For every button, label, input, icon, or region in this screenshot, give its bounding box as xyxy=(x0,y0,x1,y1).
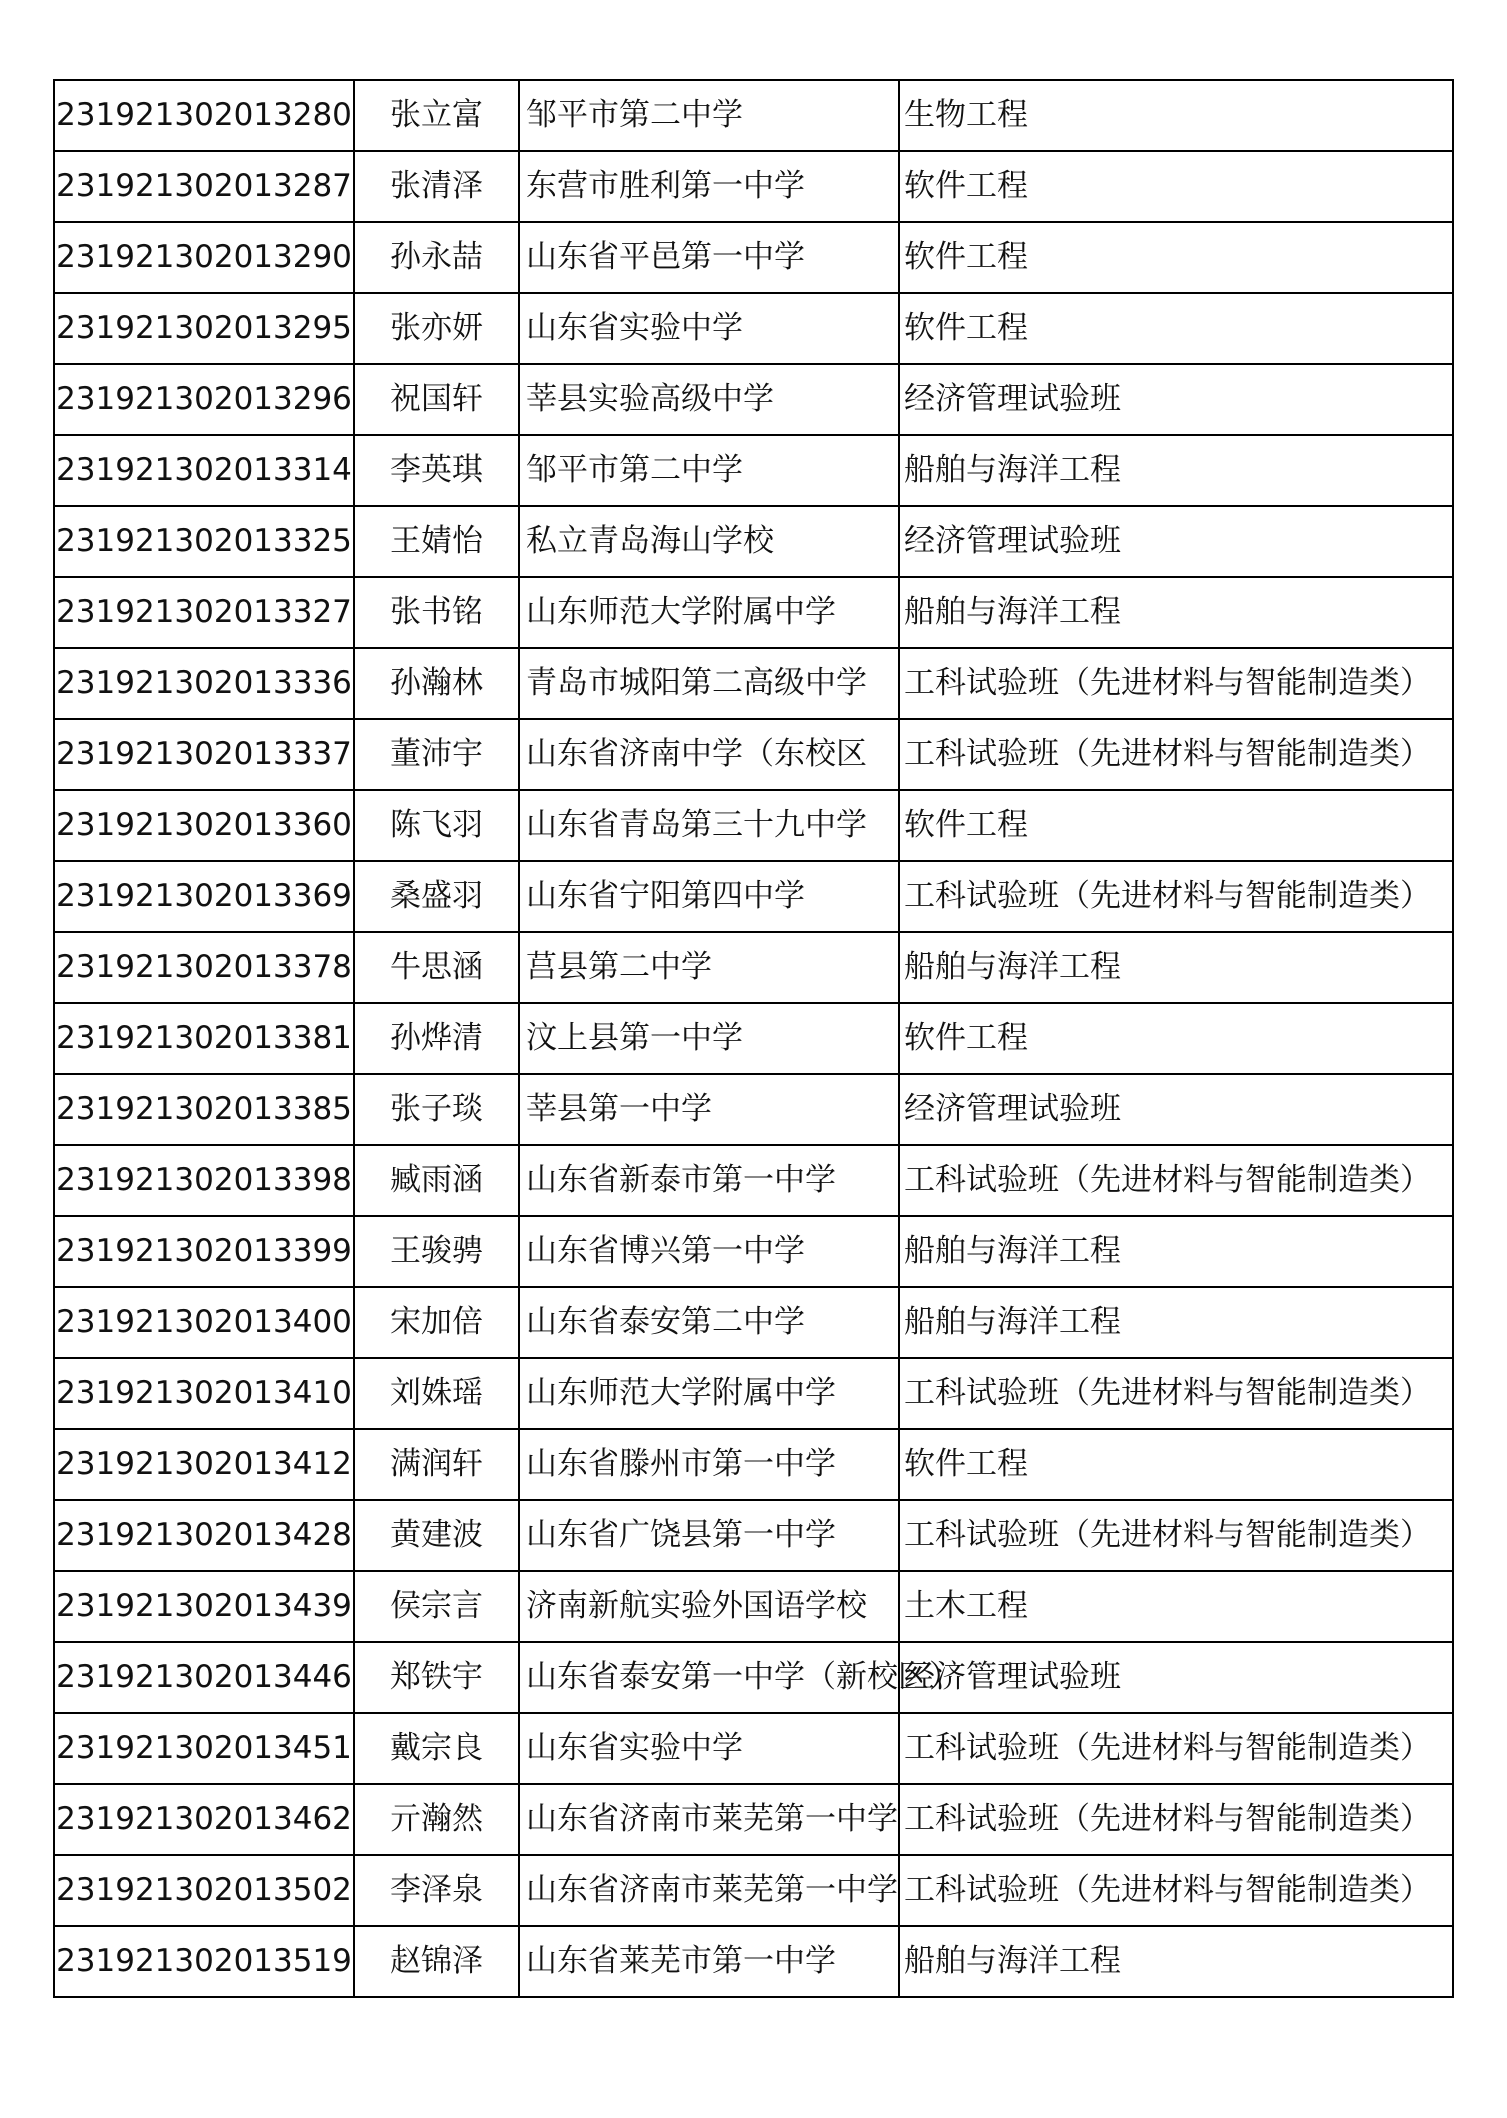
major-cell: 船舶与海洋工程 xyxy=(899,932,1453,1003)
table-row xyxy=(54,1642,1453,1713)
student-name-cell: 李泽泉 xyxy=(354,1855,519,1926)
student-name-cell: 亓瀚然 xyxy=(354,1784,519,1855)
table-row xyxy=(54,790,1453,861)
table-row xyxy=(54,577,1453,648)
student-name-cell: 王婧怡 xyxy=(354,506,519,577)
student-name-cell: 赵锦泽 xyxy=(354,1926,519,1997)
student-id-cell: 231921302013400 xyxy=(54,1287,354,1358)
major-cell: 软件工程 xyxy=(899,1429,1453,1500)
major-cell: 工科试验班（先进材料与智能制造类） xyxy=(899,1500,1453,1571)
student-id-cell: 231921302013314 xyxy=(54,435,354,506)
major-cell: 软件工程 xyxy=(899,790,1453,861)
major-cell: 船舶与海洋工程 xyxy=(899,1287,1453,1358)
table-row xyxy=(54,1074,1453,1145)
school-cell: 青岛市城阳第二高级中学 xyxy=(519,648,899,719)
major-cell: 工科试验班（先进材料与智能制造类） xyxy=(899,1358,1453,1429)
student-id-cell: 231921302013398 xyxy=(54,1145,354,1216)
student-id-cell: 231921302013295 xyxy=(54,293,354,364)
major-cell: 软件工程 xyxy=(899,1003,1453,1074)
table-row xyxy=(54,222,1453,293)
major-cell: 船舶与海洋工程 xyxy=(899,1926,1453,1997)
school-cell: 邹平市第二中学 xyxy=(519,80,899,151)
student-name-cell: 孙烨清 xyxy=(354,1003,519,1074)
student-id-cell: 231921302013451 xyxy=(54,1713,354,1784)
student-id-cell: 231921302013439 xyxy=(54,1571,354,1642)
school-cell: 山东省博兴第一中学 xyxy=(519,1216,899,1287)
school-cell: 山东省莱芜市第一中学 xyxy=(519,1926,899,1997)
school-cell: 莘县第一中学 xyxy=(519,1074,899,1145)
student-id-cell: 231921302013381 xyxy=(54,1003,354,1074)
school-cell: 山东省济南市莱芜第一中学 xyxy=(519,1784,899,1855)
school-cell: 山东省滕州市第一中学 xyxy=(519,1429,899,1500)
table-row xyxy=(54,151,1453,222)
student-id-cell: 231921302013385 xyxy=(54,1074,354,1145)
student-id-cell: 231921302013336 xyxy=(54,648,354,719)
student-id-cell: 231921302013378 xyxy=(54,932,354,1003)
student-name-cell: 刘姝瑶 xyxy=(354,1358,519,1429)
student-id-cell: 231921302013462 xyxy=(54,1784,354,1855)
table-row xyxy=(54,293,1453,364)
student-name-cell: 张书铭 xyxy=(354,577,519,648)
table-row xyxy=(54,1500,1453,1571)
school-cell: 山东省实验中学 xyxy=(519,1713,899,1784)
student-id-cell: 231921302013296 xyxy=(54,364,354,435)
table-row xyxy=(54,80,1453,151)
major-cell: 软件工程 xyxy=(899,293,1453,364)
student-id-cell: 231921302013428 xyxy=(54,1500,354,1571)
school-cell: 济南新航实验外国语学校 xyxy=(519,1571,899,1642)
table-row xyxy=(54,1713,1453,1784)
table-row xyxy=(54,1571,1453,1642)
student-name-cell: 孙永喆 xyxy=(354,222,519,293)
school-cell: 山东省宁阳第四中学 xyxy=(519,861,899,932)
table-row xyxy=(54,1784,1453,1855)
student-id-cell: 231921302013360 xyxy=(54,790,354,861)
major-cell: 经济管理试验班 xyxy=(899,364,1453,435)
table-row xyxy=(54,932,1453,1003)
major-cell: 船舶与海洋工程 xyxy=(899,435,1453,506)
school-cell: 山东省新泰市第一中学 xyxy=(519,1145,899,1216)
student-name-cell: 李英琪 xyxy=(354,435,519,506)
student-id-cell: 231921302013280 xyxy=(54,80,354,151)
table-row xyxy=(54,435,1453,506)
student-name-cell: 王骏骋 xyxy=(354,1216,519,1287)
student-name-cell: 臧雨涵 xyxy=(354,1145,519,1216)
student-name-cell: 张子琰 xyxy=(354,1074,519,1145)
table-row xyxy=(54,648,1453,719)
table-row xyxy=(54,1145,1453,1216)
school-cell: 邹平市第二中学 xyxy=(519,435,899,506)
student-name-cell: 宋加倍 xyxy=(354,1287,519,1358)
table-row xyxy=(54,1855,1453,1926)
student-name-cell: 孙瀚林 xyxy=(354,648,519,719)
table-row xyxy=(54,861,1453,932)
school-cell: 山东省泰安第一中学（新校区） xyxy=(519,1642,899,1713)
student-id-cell: 231921302013502 xyxy=(54,1855,354,1926)
student-name-cell: 黄建波 xyxy=(354,1500,519,1571)
student-name-cell: 郑铁宇 xyxy=(354,1642,519,1713)
table-row xyxy=(54,364,1453,435)
major-cell: 软件工程 xyxy=(899,222,1453,293)
student-id-cell: 231921302013337 xyxy=(54,719,354,790)
school-cell: 山东省济南市莱芜第一中学 xyxy=(519,1855,899,1926)
student-name-cell: 张清泽 xyxy=(354,151,519,222)
student-id-cell: 231921302013325 xyxy=(54,506,354,577)
major-cell: 工科试验班（先进材料与智能制造类） xyxy=(899,1855,1453,1926)
major-cell: 船舶与海洋工程 xyxy=(899,1216,1453,1287)
student-id-cell: 231921302013287 xyxy=(54,151,354,222)
major-cell: 工科试验班（先进材料与智能制造类） xyxy=(899,1713,1453,1784)
major-cell: 软件工程 xyxy=(899,151,1453,222)
school-cell: 东营市胜利第一中学 xyxy=(519,151,899,222)
school-cell: 山东省平邑第一中学 xyxy=(519,222,899,293)
student-name-cell: 祝国轩 xyxy=(354,364,519,435)
table-row xyxy=(54,1287,1453,1358)
table-row xyxy=(54,506,1453,577)
student-id-cell: 231921302013399 xyxy=(54,1216,354,1287)
major-cell: 工科试验班（先进材料与智能制造类） xyxy=(899,1145,1453,1216)
school-cell: 山东省青岛第三十九中学 xyxy=(519,790,899,861)
school-cell: 汶上县第一中学 xyxy=(519,1003,899,1074)
table-row xyxy=(54,1358,1453,1429)
major-cell: 经济管理试验班 xyxy=(899,506,1453,577)
school-cell: 山东省广饶县第一中学 xyxy=(519,1500,899,1571)
student-id-cell: 231921302013290 xyxy=(54,222,354,293)
student-name-cell: 桑盛羽 xyxy=(354,861,519,932)
student-id-cell: 231921302013412 xyxy=(54,1429,354,1500)
major-cell: 船舶与海洋工程 xyxy=(899,577,1453,648)
student-name-cell: 董沛宇 xyxy=(354,719,519,790)
student-id-cell: 231921302013410 xyxy=(54,1358,354,1429)
major-cell: 工科试验班（先进材料与智能制造类） xyxy=(899,861,1453,932)
student-name-cell: 戴宗良 xyxy=(354,1713,519,1784)
student-name-cell: 满润轩 xyxy=(354,1429,519,1500)
school-cell: 山东省济南中学（东校区 xyxy=(519,719,899,790)
school-cell: 莘县实验高级中学 xyxy=(519,364,899,435)
school-cell: 山东师范大学附属中学 xyxy=(519,1358,899,1429)
major-cell: 工科试验班（先进材料与智能制造类） xyxy=(899,1784,1453,1855)
table-row xyxy=(54,719,1453,790)
student-name-cell: 张立富 xyxy=(354,80,519,151)
table-row xyxy=(54,1429,1453,1500)
major-cell: 工科试验班（先进材料与智能制造类） xyxy=(899,719,1453,790)
school-cell: 私立青岛海山学校 xyxy=(519,506,899,577)
school-cell: 莒县第二中学 xyxy=(519,932,899,1003)
table-row xyxy=(54,1216,1453,1287)
student-name-cell: 侯宗言 xyxy=(354,1571,519,1642)
student-name-cell: 陈飞羽 xyxy=(354,790,519,861)
school-cell: 山东省实验中学 xyxy=(519,293,899,364)
student-id-cell: 231921302013369 xyxy=(54,861,354,932)
major-cell: 生物工程 xyxy=(899,80,1453,151)
school-cell: 山东师范大学附属中学 xyxy=(519,577,899,648)
major-cell: 工科试验班（先进材料与智能制造类） xyxy=(899,648,1453,719)
table-row xyxy=(54,1926,1453,1997)
student-id-cell: 231921302013327 xyxy=(54,577,354,648)
roster-body xyxy=(54,80,1453,1997)
school-cell: 山东省泰安第二中学 xyxy=(519,1287,899,1358)
table-row xyxy=(54,1003,1453,1074)
student-name-cell: 牛思涵 xyxy=(354,932,519,1003)
admission-roster-table xyxy=(53,79,1454,1998)
major-cell: 经济管理试验班 xyxy=(899,1642,1453,1713)
major-cell: 土木工程 xyxy=(899,1571,1453,1642)
major-cell: 经济管理试验班 xyxy=(899,1074,1453,1145)
student-name-cell: 张亦妍 xyxy=(354,293,519,364)
student-id-cell: 231921302013446 xyxy=(54,1642,354,1713)
student-id-cell: 231921302013519 xyxy=(54,1926,354,1997)
